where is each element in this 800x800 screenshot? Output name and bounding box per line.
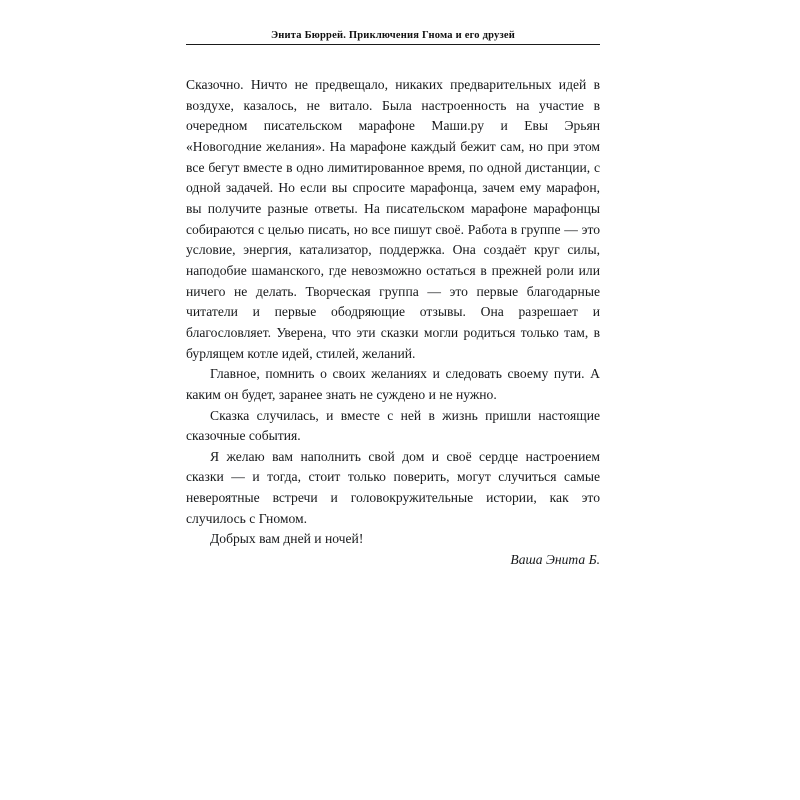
running-head: Энита Бюррей. Приключения Гнома и его друзей: [186, 30, 600, 45]
paragraph: Сказка случилась, и вместе с ней в жизнь пришли настоящие сказочные события.: [186, 407, 600, 444]
paragraph: Я желаю вам наполнить свой дом и своё сердце настроением сказки — и тогда, стоит только поверить, могут случиться самые невероятные встречи и головокружительные истории, как это случилось с Гномом.: [186, 448, 600, 526]
paragraph: Добрых вам дней и ночей!: [210, 531, 364, 547]
paragraph: Главное, помнить о своих желаниях и следовать своему пути. А каким он будет, заранее знать не суждено и не нужно.: [186, 366, 600, 402]
body-text: [186, 75, 600, 550]
paragraph: Сказочно. Ничто не предвещало, никаких предварительных идей в воздухе, казалось, не витало. Была настроенность на участие в очередном писательском марафоне Маши.ру и Евы Эрьян «Новогодние желания». На марафоне каждый бежит сам, но при этом все бегут вместе в одно лимитированное время, по одной дистанции, с одной задачей. Но если вы спросите марафонца, зачем ему марафон, вы получите разные ответы. На писательском марафоне марафонцы собираются с целью писать, но все пишут своё. Работа в группе — это условие, энергия, катализатор, поддержка. Она создаёт круг силы, наподобие шаманского, где невозможно остаться в прежней роли или ничего не делать. Творческая группа — это первые благодарные читатели и первые ободряющие отзывы. Она разрешает и благословляет. Уверена, что эти сказки могли родиться только там, в бурлящем котле идей, стилей, желаний.: [186, 77, 600, 361]
author-signature: Ваша Энита Б.: [510, 552, 600, 568]
page-content: [186, 30, 600, 568]
